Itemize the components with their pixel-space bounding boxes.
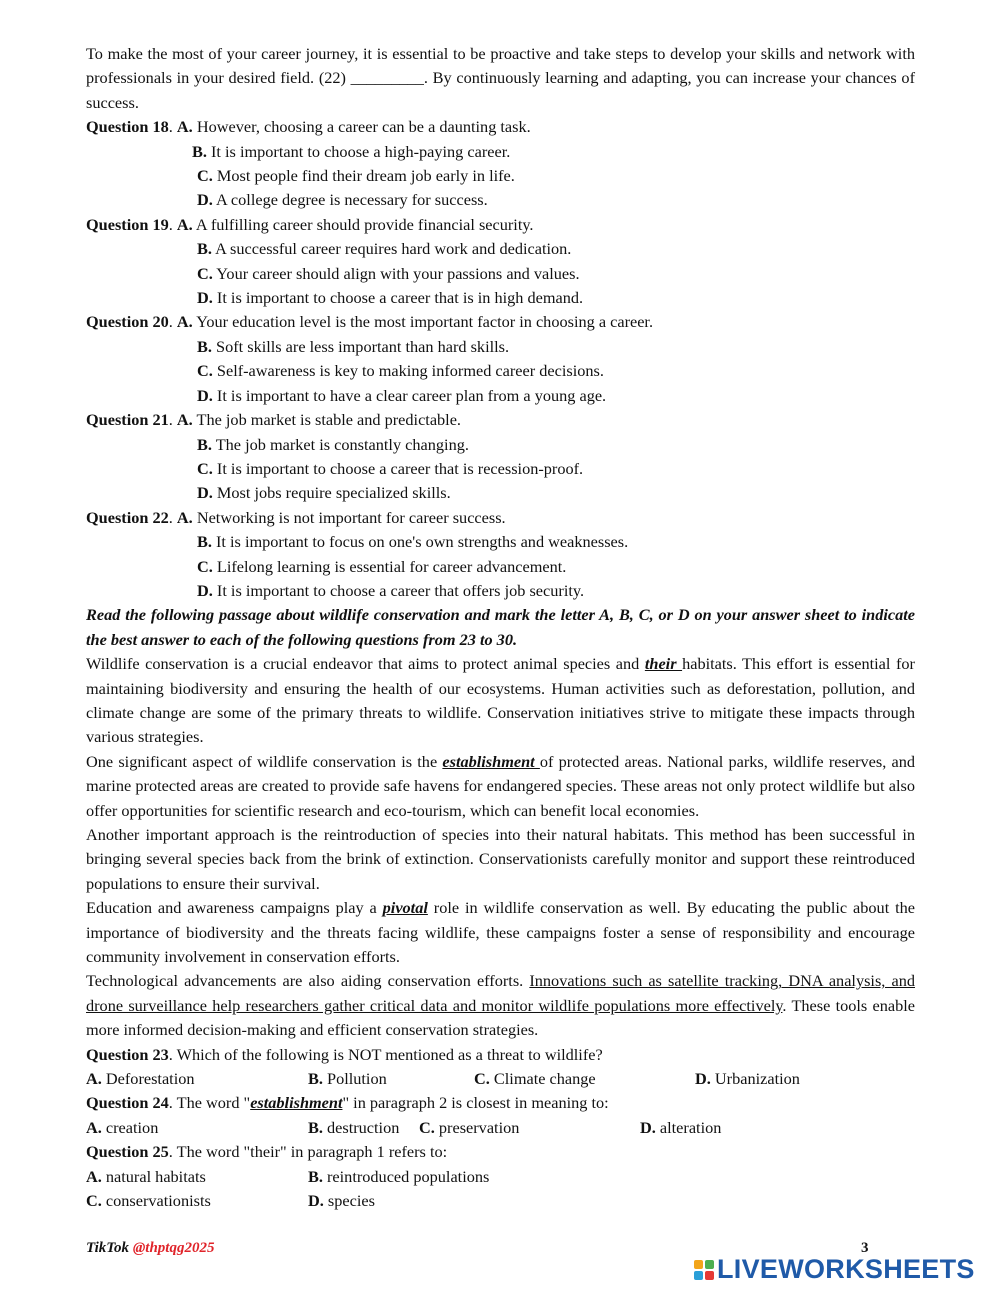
q22-option-b[interactable]: B. It is important to focus on one's own strengths and weaknesses. <box>197 532 629 552</box>
q19-option-c[interactable]: C. Your career should align with your passions and values. <box>197 263 580 283</box>
question-25-options-row2 <box>86 1189 915 1213</box>
q20-option-a[interactable]: Question 20. A. Your education level is the most important factor in choosing a career. <box>86 312 654 332</box>
q19-option-b[interactable]: B. A successful career requires hard work and dedication. <box>197 239 572 259</box>
q20-option-c[interactable]: C. Self-awareness is key to making informed career decisions. <box>197 361 604 381</box>
q18-option-c[interactable]: C. Most people find their dream job early in life. <box>197 166 515 186</box>
question-24-options <box>86 1116 915 1140</box>
passage-paragraph-1: Wildlife conservation is a crucial endeavor that aims to protect animal species and their habitats. This effort is essential for maintaining biodiversity and ensuring the health of our ecosystems. Human activities such as deforestation, pollution, and climate change are some of the primary threats to wildlife. Conservation initiatives strive to mitigate these impacts through various strategies. <box>86 654 915 747</box>
q23-option-a[interactable]: A. Deforestation <box>86 1069 195 1089</box>
question-23-options <box>86 1067 915 1091</box>
page-number: 3 <box>861 1240 869 1256</box>
q20-option-b[interactable]: B. Soft skills are less important than hard skills. <box>197 336 510 356</box>
question-label: Question 21 <box>86 410 169 430</box>
tiktok-handle: @thptqg2025 <box>132 1240 215 1256</box>
liveworksheets-wordmark: LIVEWORKSHEETS <box>717 1254 975 1284</box>
q21-option-b[interactable]: B. The job market is constantly changing. <box>197 434 469 454</box>
question-24-stem: Question 24. The word "establishment" in paragraph 2 is closest in meaning to: <box>86 1093 609 1113</box>
worksheet-page <box>86 42 915 1214</box>
footer-credit: TikTok @thptqg2025 <box>86 1240 215 1256</box>
q23-option-b[interactable]: B. Pollution <box>308 1069 387 1089</box>
q21-option-d[interactable]: D. Most jobs require specialized skills. <box>197 483 451 503</box>
question-label: Question 20 <box>86 312 169 332</box>
question-25-options-row1 <box>86 1165 915 1189</box>
q25-option-a[interactable]: A. natural habitats <box>86 1166 206 1186</box>
q21-option-a[interactable]: Question 21. A. The job market is stable and predictable. <box>86 410 462 430</box>
question-label: Question 18 <box>86 117 169 137</box>
q23-option-d[interactable]: D. Urbanization <box>695 1069 800 1089</box>
q19-option-d[interactable]: D. It is important to choose a career that is in high demand. <box>197 288 584 308</box>
q24-option-c[interactable]: C. preservation <box>419 1117 520 1137</box>
reading-instruction: Read the following passage about wildlife conservation and mark the letter A, B, C, or D on your answer sheet to indicate the best answer to each of the following questions from 23 to 30. <box>86 605 915 649</box>
liveworksheets-logo-icon <box>694 1260 714 1280</box>
question-block-18-22 <box>86 115 915 603</box>
q25-option-d[interactable]: D. species <box>308 1191 375 1211</box>
passage-paragraph-5: Technological advancements are also aiding conservation efforts. Innovations such as satellite tracking, DNA analysis, and drone surveillance help researchers gather critical data and monitor wildlife populations more effectively. These tools enable more informed decision-making and efficient conservation strategies. <box>86 971 915 1040</box>
underlined-sentence: Innovations such as satellite tracking, DNA analysis, and drone surveillance help researchers gather critical data and monitor wildlife populations more effectively <box>86 971 915 1015</box>
q19-option-a[interactable]: Question 19. A. A fulfilling career should provide financial security. <box>86 214 534 234</box>
q18-option-a[interactable]: Question 18. A. However, choosing a career can be a daunting task. <box>86 117 531 137</box>
question-25-stem: Question 25. The word "their" in paragraph 1 refers to: <box>86 1142 448 1162</box>
q23-option-c[interactable]: C. Climate change <box>474 1069 596 1089</box>
question-label: Question 19 <box>86 214 169 234</box>
q24-option-b[interactable]: B. destruction <box>308 1117 400 1137</box>
q22-option-d[interactable]: D. It is important to choose a career that offers job security. <box>197 580 585 600</box>
question-label: Question 22 <box>86 507 169 527</box>
passage-paragraph-3: Another important approach is the reintroduction of species into their natural habitats. This method has been successful in bringing several species back from the brink of extinction. Conservationists carefully monitor and support these reintroduced populations to ensure their survival. <box>86 825 915 893</box>
keyword-pivotal: pivotal <box>382 898 428 918</box>
liveworksheets-logo[interactable] <box>694 1254 975 1285</box>
q18-option-d[interactable]: D. A college degree is necessary for success. <box>197 190 488 210</box>
q18-option-b[interactable]: B. It is important to choose a high-paying career. <box>192 141 511 161</box>
q20-option-d[interactable]: D. It is important to have a clear career plan from a young age. <box>197 385 607 405</box>
q22-option-c[interactable]: C. Lifelong learning is essential for career advancement. <box>197 556 567 576</box>
q24-option-d[interactable]: D. alteration <box>640 1117 722 1137</box>
intro-paragraph: To make the most of your career journey, it is essential to be proactive and take steps to develop your skills and network with professionals in your desired field. (22) _________. By continuously learning and adapting, you can increase your chances of success. <box>86 44 915 112</box>
keyword-their: their <box>644 654 683 674</box>
q25-option-b[interactable]: B. reintroduced populations <box>308 1166 490 1186</box>
q21-option-c[interactable]: C. It is important to choose a career that is recession-proof. <box>197 458 584 478</box>
q25-option-c[interactable]: C. conservationists <box>86 1191 211 1211</box>
question-23-stem: Question 23. Which of the following is NOT mentioned as a threat to wildlife? <box>86 1044 603 1064</box>
q24-option-a[interactable]: A. creation <box>86 1117 159 1137</box>
passage-paragraph-4: Education and awareness campaigns play a pivotal role in wildlife conservation as well. By educating the public about the importance of biodiversity and the threats facing wildlife, these campaigns foster a sense of responsibility and encourage community involvement in conservation efforts. <box>86 898 915 967</box>
q22-option-a[interactable]: Question 22. A. Networking is not important for career success. <box>86 507 506 527</box>
keyword-establishment: establishment <box>442 751 540 771</box>
passage-paragraph-2: One significant aspect of wildlife conservation is the establishment of protected areas. National parks, wildlife reserves, and marine protected areas are created to provide safe havens for endangered species. These areas not only protect wildlife but also offer opportunities for scientific research and eco-tourism, which can benefit local economies. <box>86 751 915 820</box>
